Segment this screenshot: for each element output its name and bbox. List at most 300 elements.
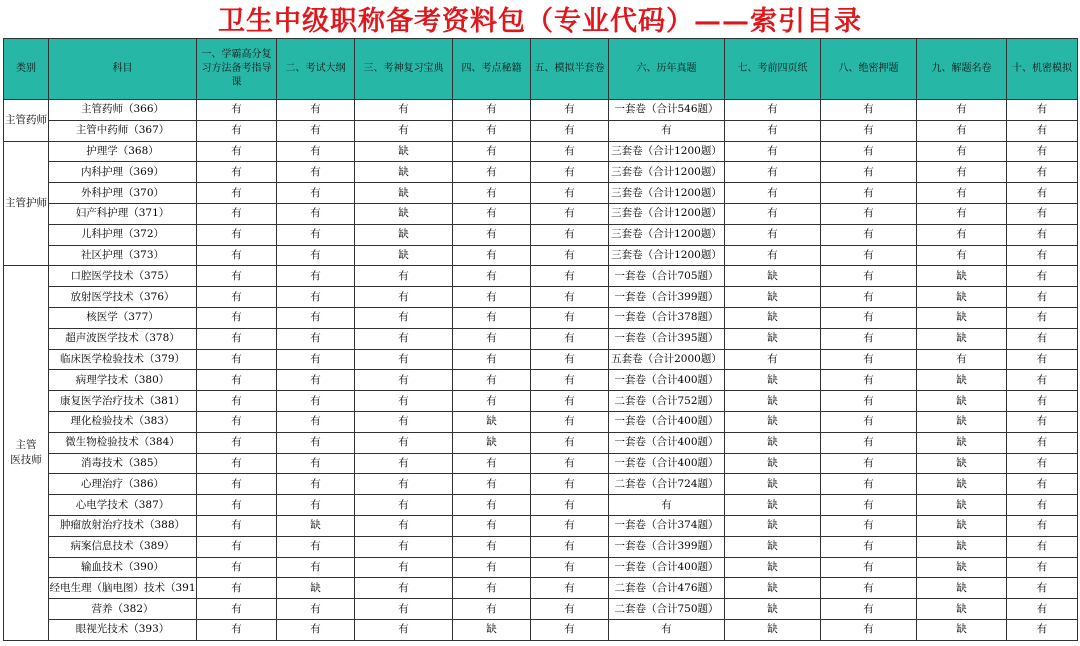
availability-cell: 一套卷（合计400题） [609, 411, 725, 432]
availability-cell: 有 [453, 474, 531, 495]
column-header: 四、考点秘籍 [453, 39, 531, 100]
availability-cell: 有 [531, 287, 609, 308]
availability-cell: 有 [277, 453, 355, 474]
availability-cell: 有 [355, 391, 453, 412]
availability-cell: 有 [197, 203, 277, 224]
availability-cell: 有 [821, 453, 917, 474]
availability-cell: 缺 [725, 307, 821, 328]
availability-cell: 缺 [917, 307, 1007, 328]
availability-cell: 有 [453, 495, 531, 516]
availability-cell: 有 [1007, 203, 1078, 224]
subject-cell: 肿瘤放射治疗技术（388） [49, 515, 197, 536]
subject-cell: 主管中药师（367） [49, 120, 197, 141]
availability-cell: 有 [917, 100, 1007, 121]
subject-cell: 口腔医学技术（375） [49, 266, 197, 287]
table-row [4, 557, 1078, 578]
availability-cell: 有 [197, 515, 277, 536]
subject-cell: 主管药师（366） [49, 100, 197, 121]
column-header: 二、考试大纲 [277, 39, 355, 100]
availability-cell: 有 [821, 183, 917, 204]
table-row [4, 245, 1078, 266]
availability-cell: 有 [1007, 599, 1078, 620]
table-row [4, 453, 1078, 474]
table-row [4, 578, 1078, 599]
table-row [4, 141, 1078, 162]
availability-cell: 有 [277, 100, 355, 121]
availability-cell: 有 [277, 203, 355, 224]
availability-cell: 有 [821, 578, 917, 599]
availability-cell: 一套卷（合计374题） [609, 515, 725, 536]
availability-cell: 有 [1007, 162, 1078, 183]
availability-cell: 有 [531, 536, 609, 557]
availability-cell: 缺 [725, 495, 821, 516]
availability-cell: 有 [277, 432, 355, 453]
table-row [4, 328, 1078, 349]
subject-cell: 心理治疗（386） [49, 474, 197, 495]
availability-cell: 有 [453, 287, 531, 308]
availability-cell: 有 [725, 203, 821, 224]
availability-cell: 有 [277, 599, 355, 620]
availability-cell: 有 [197, 141, 277, 162]
availability-cell: 有 [453, 266, 531, 287]
availability-cell: 有 [277, 120, 355, 141]
availability-cell: 有 [821, 328, 917, 349]
availability-cell: 有 [197, 183, 277, 204]
subject-cell: 输血技术（390） [49, 557, 197, 578]
availability-cell: 缺 [917, 266, 1007, 287]
availability-cell: 五套卷（合计2000题） [609, 349, 725, 370]
availability-cell: 有 [197, 453, 277, 474]
availability-cell: 有 [821, 307, 917, 328]
category-cell: 主管 医技师 [4, 266, 49, 640]
table-row [4, 619, 1078, 640]
availability-cell: 缺 [917, 474, 1007, 495]
table-row [4, 370, 1078, 391]
availability-cell: 有 [917, 349, 1007, 370]
availability-cell: 有 [1007, 578, 1078, 599]
availability-cell: 有 [531, 411, 609, 432]
availability-cell: 有 [355, 328, 453, 349]
subject-cell: 内科护理（369） [49, 162, 197, 183]
availability-cell: 有 [277, 224, 355, 245]
availability-cell: 有 [197, 328, 277, 349]
availability-cell: 一套卷（合计400题） [609, 453, 725, 474]
availability-cell: 有 [725, 183, 821, 204]
availability-cell: 有 [197, 245, 277, 266]
availability-cell: 有 [531, 203, 609, 224]
availability-cell: 有 [277, 536, 355, 557]
availability-cell: 一套卷（合计378题） [609, 307, 725, 328]
availability-cell: 有 [453, 557, 531, 578]
availability-cell: 一套卷（合计400题） [609, 557, 725, 578]
availability-cell: 缺 [453, 411, 531, 432]
availability-cell: 三套卷（合计1200题） [609, 183, 725, 204]
availability-cell: 有 [355, 474, 453, 495]
availability-cell: 有 [277, 370, 355, 391]
availability-cell: 有 [453, 349, 531, 370]
availability-cell: 缺 [355, 245, 453, 266]
availability-cell: 缺 [355, 141, 453, 162]
availability-cell: 缺 [917, 391, 1007, 412]
availability-cell: 二套卷（合计476题） [609, 578, 725, 599]
availability-cell: 有 [531, 120, 609, 141]
availability-cell: 有 [453, 183, 531, 204]
availability-cell: 缺 [725, 619, 821, 640]
availability-cell: 有 [355, 515, 453, 536]
column-header: 三、考神复习宝典 [355, 39, 453, 100]
availability-cell: 有 [821, 245, 917, 266]
availability-cell: 有 [197, 495, 277, 516]
availability-cell: 有 [197, 266, 277, 287]
availability-cell: 有 [531, 578, 609, 599]
availability-cell: 二套卷（合计750题） [609, 599, 725, 620]
availability-cell: 有 [197, 100, 277, 121]
table-row [4, 266, 1078, 287]
availability-cell: 缺 [917, 557, 1007, 578]
availability-cell: 有 [531, 391, 609, 412]
subject-cell: 康复医学治疗技术（381） [49, 391, 197, 412]
subject-cell: 营养（382） [49, 599, 197, 620]
availability-cell: 有 [355, 453, 453, 474]
availability-cell: 缺 [725, 536, 821, 557]
availability-cell: 缺 [725, 578, 821, 599]
availability-cell: 有 [1007, 432, 1078, 453]
availability-cell: 有 [1007, 495, 1078, 516]
availability-cell: 有 [355, 578, 453, 599]
availability-cell: 有 [531, 495, 609, 516]
page-title: 卫生中级职称备考资料包（专业代码）——索引目录 [218, 6, 862, 37]
column-header: 科目 [49, 39, 197, 100]
availability-cell: 缺 [917, 411, 1007, 432]
category-cell: 主管药师 [4, 100, 49, 142]
availability-cell: 缺 [917, 619, 1007, 640]
availability-cell: 有 [531, 557, 609, 578]
availability-cell: 有 [277, 619, 355, 640]
availability-cell: 有 [453, 370, 531, 391]
availability-cell: 有 [453, 536, 531, 557]
subject-cell: 超声波医学技术（378） [49, 328, 197, 349]
availability-cell: 有 [277, 266, 355, 287]
table-row [4, 224, 1078, 245]
table-row [4, 515, 1078, 536]
availability-cell: 有 [277, 141, 355, 162]
table-row [4, 432, 1078, 453]
subject-cell: 外科护理（370） [49, 183, 197, 204]
table-row [4, 287, 1078, 308]
availability-cell: 有 [1007, 287, 1078, 308]
availability-cell: 二套卷（合计752题） [609, 391, 725, 412]
availability-cell: 有 [531, 432, 609, 453]
availability-cell: 三套卷（合计1200题） [609, 162, 725, 183]
availability-cell: 有 [821, 474, 917, 495]
availability-cell: 有 [821, 224, 917, 245]
availability-cell: 有 [277, 474, 355, 495]
subject-cell: 社区护理（373） [49, 245, 197, 266]
availability-cell: 有 [531, 349, 609, 370]
availability-cell: 有 [197, 307, 277, 328]
column-header: 六、历年真题 [609, 39, 725, 100]
availability-cell: 有 [355, 599, 453, 620]
availability-cell: 有 [355, 349, 453, 370]
availability-cell: 有 [197, 474, 277, 495]
availability-cell: 缺 [355, 162, 453, 183]
availability-cell: 有 [197, 432, 277, 453]
availability-cell: 有 [821, 162, 917, 183]
availability-cell: 有 [917, 141, 1007, 162]
availability-cell: 有 [821, 536, 917, 557]
availability-cell: 有 [725, 120, 821, 141]
availability-cell: 一套卷（合计399题） [609, 287, 725, 308]
availability-cell: 有 [725, 141, 821, 162]
availability-cell: 有 [197, 370, 277, 391]
availability-cell: 有 [197, 599, 277, 620]
availability-cell: 有 [821, 141, 917, 162]
availability-cell: 缺 [917, 328, 1007, 349]
availability-cell: 有 [1007, 515, 1078, 536]
availability-cell: 有 [453, 515, 531, 536]
availability-cell: 有 [197, 287, 277, 308]
availability-cell: 一套卷（合计400题） [609, 370, 725, 391]
availability-cell: 有 [355, 287, 453, 308]
table-row [4, 536, 1078, 557]
availability-cell: 有 [1007, 183, 1078, 204]
availability-cell: 有 [277, 557, 355, 578]
availability-cell: 一套卷（合计400题） [609, 432, 725, 453]
availability-cell: 有 [1007, 619, 1078, 640]
subject-cell: 临床医学检验技术（379） [49, 349, 197, 370]
availability-cell: 缺 [725, 599, 821, 620]
availability-cell: 有 [453, 162, 531, 183]
availability-cell: 有 [1007, 100, 1078, 121]
subject-cell: 护理学（368） [49, 141, 197, 162]
availability-cell: 缺 [453, 432, 531, 453]
table-row [4, 349, 1078, 370]
availability-cell: 一套卷（合计399题） [609, 536, 725, 557]
availability-cell: 有 [821, 287, 917, 308]
table-row [4, 474, 1078, 495]
availability-cell: 缺 [725, 370, 821, 391]
availability-cell: 有 [355, 432, 453, 453]
table-row [4, 203, 1078, 224]
availability-cell: 有 [277, 245, 355, 266]
availability-cell: 有 [453, 453, 531, 474]
availability-cell: 有 [531, 619, 609, 640]
availability-cell: 有 [1007, 328, 1078, 349]
availability-cell: 缺 [917, 370, 1007, 391]
availability-cell: 有 [531, 245, 609, 266]
availability-cell: 有 [725, 162, 821, 183]
availability-cell: 有 [355, 619, 453, 640]
table-row [4, 100, 1078, 121]
availability-cell: 有 [917, 203, 1007, 224]
table-row [4, 183, 1078, 204]
availability-cell: 有 [609, 619, 725, 640]
table-row [4, 307, 1078, 328]
availability-cell: 有 [277, 307, 355, 328]
availability-cell: 有 [531, 224, 609, 245]
column-header: 九、解题名卷 [917, 39, 1007, 100]
availability-cell: 有 [1007, 411, 1078, 432]
availability-cell: 有 [453, 245, 531, 266]
availability-cell: 有 [355, 557, 453, 578]
availability-cell: 有 [355, 536, 453, 557]
availability-cell: 有 [277, 287, 355, 308]
header-row [4, 39, 1078, 100]
availability-cell: 缺 [725, 515, 821, 536]
availability-cell: 有 [1007, 141, 1078, 162]
availability-cell: 缺 [725, 328, 821, 349]
availability-cell: 有 [197, 120, 277, 141]
availability-cell: 有 [1007, 391, 1078, 412]
availability-cell: 有 [197, 619, 277, 640]
availability-cell: 有 [531, 453, 609, 474]
availability-cell: 有 [821, 432, 917, 453]
availability-cell: 有 [197, 162, 277, 183]
column-header: 十、机密模拟 [1007, 39, 1078, 100]
availability-cell: 有 [821, 203, 917, 224]
column-header: 八、绝密押题 [821, 39, 917, 100]
availability-cell: 有 [821, 349, 917, 370]
availability-cell: 有 [1007, 224, 1078, 245]
availability-cell: 有 [917, 183, 1007, 204]
availability-cell: 有 [821, 391, 917, 412]
availability-cell: 三套卷（合计1200题） [609, 141, 725, 162]
availability-cell: 有 [197, 578, 277, 599]
availability-cell: 有 [1007, 307, 1078, 328]
availability-cell: 缺 [277, 578, 355, 599]
availability-cell: 有 [1007, 120, 1078, 141]
availability-cell: 缺 [725, 432, 821, 453]
subject-cell: 儿科护理（372） [49, 224, 197, 245]
availability-cell: 有 [821, 515, 917, 536]
availability-cell: 有 [277, 183, 355, 204]
availability-cell: 有 [917, 224, 1007, 245]
availability-cell: 有 [453, 599, 531, 620]
availability-cell: 有 [821, 370, 917, 391]
availability-cell: 有 [917, 120, 1007, 141]
availability-cell: 有 [355, 370, 453, 391]
availability-cell: 有 [453, 224, 531, 245]
availability-cell: 有 [1007, 474, 1078, 495]
subject-cell: 核医学（377） [49, 307, 197, 328]
availability-cell: 有 [531, 328, 609, 349]
availability-cell: 有 [821, 411, 917, 432]
availability-cell: 缺 [917, 515, 1007, 536]
table-row [4, 120, 1078, 141]
availability-cell: 有 [821, 619, 917, 640]
availability-cell: 一套卷（合计705题） [609, 266, 725, 287]
availability-cell: 有 [197, 349, 277, 370]
availability-cell: 三套卷（合计1200题） [609, 203, 725, 224]
column-header: 一、学霸高分复习方法备考指导课 [197, 39, 277, 100]
subject-cell: 放射医学技术（376） [49, 287, 197, 308]
availability-cell: 有 [531, 599, 609, 620]
availability-cell: 有 [917, 162, 1007, 183]
table-body [4, 100, 1078, 641]
availability-cell: 有 [197, 536, 277, 557]
subject-cell: 理化检验技术（383） [49, 411, 197, 432]
availability-cell: 有 [1007, 453, 1078, 474]
availability-cell: 有 [821, 599, 917, 620]
availability-cell: 有 [531, 307, 609, 328]
availability-cell: 有 [725, 349, 821, 370]
availability-cell: 一套卷（合计546题） [609, 100, 725, 121]
availability-cell: 缺 [917, 536, 1007, 557]
availability-cell: 有 [531, 474, 609, 495]
category-cell: 主管护师 [4, 141, 49, 266]
availability-cell: 有 [277, 349, 355, 370]
availability-cell: 有 [197, 411, 277, 432]
subject-cell: 微生物检验技术（384） [49, 432, 197, 453]
availability-cell: 有 [917, 245, 1007, 266]
availability-cell: 有 [531, 141, 609, 162]
availability-cell: 有 [277, 495, 355, 516]
availability-cell: 有 [453, 307, 531, 328]
availability-cell: 有 [821, 100, 917, 121]
availability-cell: 有 [277, 328, 355, 349]
column-header: 七、考前四页纸 [725, 39, 821, 100]
availability-cell: 缺 [725, 411, 821, 432]
availability-cell: 有 [531, 370, 609, 391]
subject-cell: 心电学技术（387） [49, 495, 197, 516]
availability-cell: 有 [821, 120, 917, 141]
index-table [3, 38, 1078, 641]
availability-cell: 有 [453, 203, 531, 224]
availability-cell: 缺 [277, 515, 355, 536]
availability-cell: 有 [531, 266, 609, 287]
availability-cell: 有 [531, 515, 609, 536]
availability-cell: 有 [355, 120, 453, 141]
availability-cell: 有 [1007, 245, 1078, 266]
availability-cell: 有 [609, 495, 725, 516]
availability-cell: 一套卷（合计395题） [609, 328, 725, 349]
availability-cell: 有 [531, 183, 609, 204]
availability-cell: 有 [453, 328, 531, 349]
availability-cell: 有 [1007, 557, 1078, 578]
availability-cell: 有 [453, 100, 531, 121]
availability-cell: 有 [609, 120, 725, 141]
availability-cell: 有 [453, 391, 531, 412]
availability-cell: 缺 [725, 266, 821, 287]
availability-cell: 缺 [917, 599, 1007, 620]
availability-cell: 缺 [725, 557, 821, 578]
availability-cell: 缺 [355, 183, 453, 204]
availability-cell: 有 [453, 141, 531, 162]
availability-cell: 缺 [917, 495, 1007, 516]
column-header: 五、模拟半套卷 [531, 39, 609, 100]
availability-cell: 有 [821, 557, 917, 578]
availability-cell: 三套卷（合计1200题） [609, 224, 725, 245]
availability-cell: 有 [1007, 536, 1078, 557]
availability-cell: 缺 [355, 224, 453, 245]
table-row [4, 391, 1078, 412]
availability-cell: 有 [355, 266, 453, 287]
availability-cell: 缺 [917, 578, 1007, 599]
subject-cell: 病案信息技术（389） [49, 536, 197, 557]
availability-cell: 有 [355, 495, 453, 516]
subject-cell: 眼视光技术（393） [49, 619, 197, 640]
availability-cell: 缺 [453, 619, 531, 640]
availability-cell: 有 [277, 162, 355, 183]
availability-cell: 有 [821, 495, 917, 516]
availability-cell: 缺 [725, 453, 821, 474]
availability-cell: 有 [725, 245, 821, 266]
availability-cell: 有 [1007, 266, 1078, 287]
availability-cell: 缺 [725, 474, 821, 495]
availability-cell: 有 [531, 100, 609, 121]
availability-cell: 缺 [917, 287, 1007, 308]
availability-cell: 有 [277, 411, 355, 432]
